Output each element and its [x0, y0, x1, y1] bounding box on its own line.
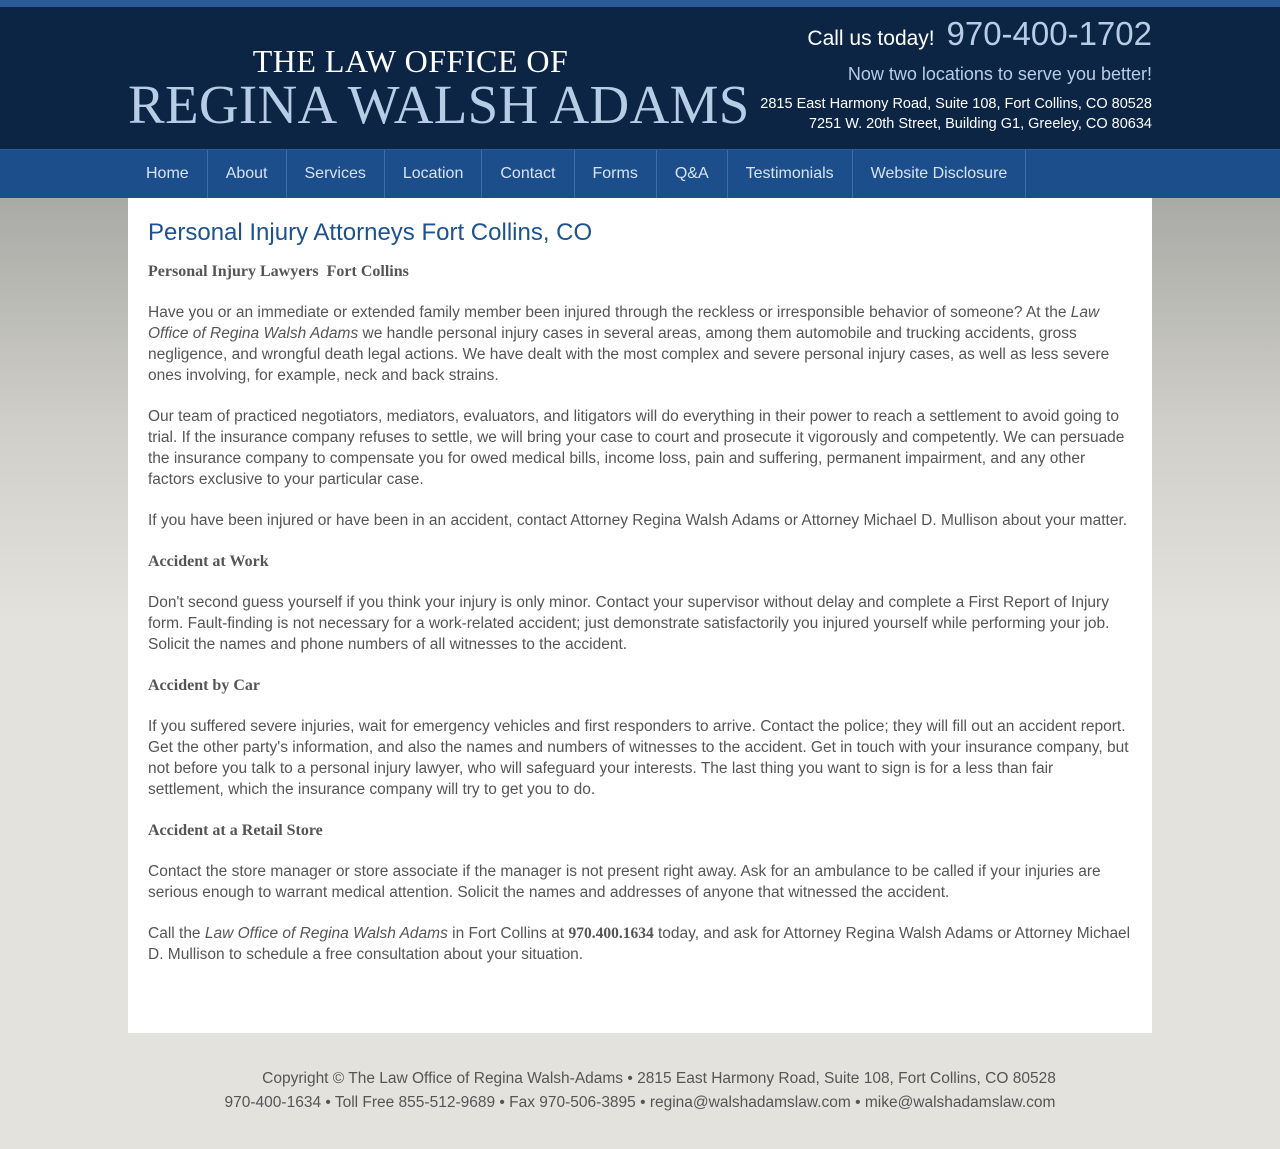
tagline: Now two locations to serve you better! [847, 64, 1152, 84]
retail-paragraph: Contact the store manager or store associate if the manager is not present right away. Ask for an ambulance to be called if your injuries are serious enough to warrant medical attention. Solicit the names and addresses of anyone that witnessed the accident. [148, 863, 1101, 901]
footer-copyright: Copyright © The Law Office of Regina Walsh-Adams • 2815 East Harmony Road, Suite 108, Fort Collins, CO 80528 [262, 1070, 1056, 1087]
firm-name-italic: Law Office of Regina Walsh Adams [148, 304, 1100, 342]
team-paragraph: Our team of practiced negotiators, mediators, evaluators, and litigators will do everything in their power to reach a settlement to avoid going to trial. If the insurance company refuses to settle, we will bring your case to court and prosecute it vigorously and competently. We can persuade the insurance company to compensate you for owed medical bills, income loss, pain and suffering, permanent impairment, and any other factors exclusive to your particular case. [148, 408, 1125, 488]
subheading: Personal Injury Lawyers Fort Collins [148, 263, 409, 280]
call-text-a: Call the [148, 925, 205, 942]
nav-item-forms[interactable]: Forms [575, 150, 657, 198]
heading-accident-retail: Accident at a Retail Store [148, 822, 323, 839]
car-paragraph: If you suffered severe injuries, wait for emergency vehicles and first responders to arrive. Contact the police; they will fill out an accident report. Get the other party's information, and also the names and numbers of witnesses to the accident. Get in touch with your insurance company, but not before you talk to a personal injury lawyer, who will safeguard your interests. The last thing you want to sign is for a less than fair settlement, which the insurance company will try to get you to do. [148, 718, 1129, 798]
intro-text-a: Have you or an immediate or extended family member been injured through the reckless or irresponsible behavior of someone? At the [148, 304, 1071, 321]
work-paragraph: Don't second guess yourself if you think your injury is only minor. Contact your supervisor without delay and complete a First Report of Injury form. Fault-finding is not necessary for a work-related accident; just demonstrate satisfactorily you injured yourself while performing your job. Solicit the names and phone numbers of all witnesses to the accident. [148, 594, 1110, 653]
call-text-b: in Fort Collins at [447, 925, 569, 942]
header-phone[interactable]: 970-400-1702 [946, 15, 1152, 52]
nav-item-home[interactable]: Home [128, 150, 208, 198]
heading-accident-by-car: Accident by Car [148, 677, 260, 694]
logo-top-line[interactable]: THE LAW OFFICE OF [252, 43, 569, 79]
nav-item-about[interactable]: About [208, 150, 287, 198]
nav-item-contact[interactable]: Contact [482, 150, 574, 198]
call-line [760, 13, 1152, 60]
footer-contacts: 970-400-1634 • Toll Free 855-512-9689 • Fax 970-506-3895 • regina@walshadamslaw.com • mike@walshadamslaw.com [224, 1094, 1056, 1111]
header-contact [760, 13, 1152, 134]
top-accent-bar [0, 0, 1280, 7]
call-paragraph [148, 923, 1132, 965]
nav-item-qa[interactable]: Q&A [657, 150, 728, 198]
nav-item-website-disclosure[interactable]: Website Disclosure [853, 150, 1027, 198]
call-firm-name-italic: Law Office of Regina Walsh Adams [204, 925, 448, 942]
call-phone-number[interactable]: 970.400.1634 [568, 925, 654, 942]
site-header [0, 7, 1280, 149]
main-nav [0, 149, 1280, 198]
heading-accident-at-work: Accident at Work [148, 553, 269, 570]
nav-item-services[interactable]: Services [287, 150, 385, 198]
main-content [128, 198, 1152, 1033]
intro-paragraph [148, 302, 1132, 386]
logo-name[interactable]: REGINA WALSH ADAMS [128, 74, 750, 135]
page-title: Personal Injury Attorneys Fort Collins, CO [148, 219, 593, 246]
address-greeley: 7251 W. 20th Street, Building G1, Greeley, CO 80634 [808, 116, 1152, 132]
nav-item-location[interactable]: Location [385, 150, 483, 198]
nav-item-testimonials[interactable]: Testimonials [728, 150, 853, 198]
address-fort-collins: 2815 East Harmony Road, Suite 108, Fort Collins, CO 80528 [760, 96, 1152, 112]
site-footer [0, 1067, 1280, 1115]
call-text-c: today, and ask for Attorney Regina Walsh Adams or Attorney Michael D. Mullison to schedule a free consultation about your situation. [148, 925, 1131, 963]
intro-text-b: we handle personal injury cases in several areas, among them automobile and trucking accidents, gross negligence, and wrongful death legal actions. We have dealt with the most complex and severe personal injury cases, as well as less severe ones involving, for example, neck and back strains. [148, 325, 1110, 384]
contact-attorney-paragraph: If you have been injured or have been in an accident, contact Attorney Regina Walsh Adams or Attorney Michael D. Mullison about your matter. [148, 512, 1128, 529]
call-label: Call us today! [807, 27, 935, 50]
